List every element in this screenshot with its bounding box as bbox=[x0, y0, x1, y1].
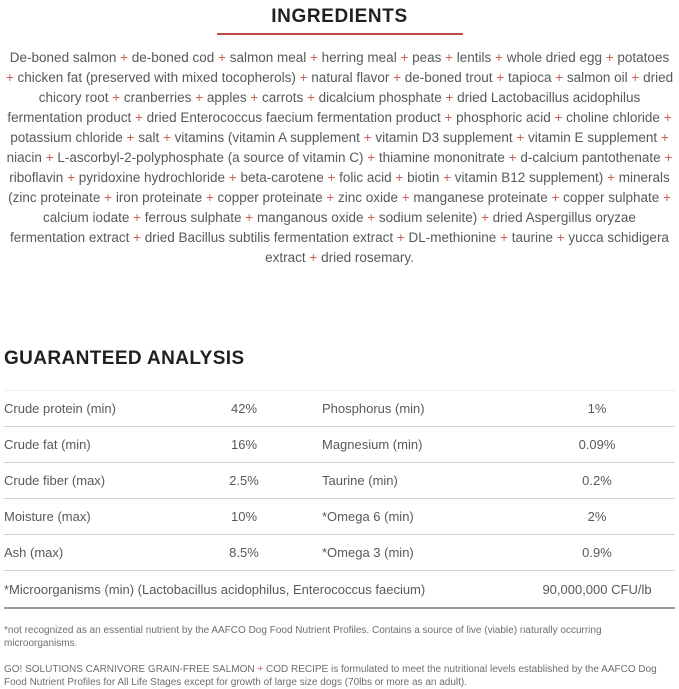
plus-separator: + bbox=[395, 170, 404, 185]
nutrient-value-left: 2.5% bbox=[229, 473, 259, 488]
analysis-row bbox=[4, 391, 675, 427]
nutrient-value-left: 42% bbox=[230, 401, 258, 416]
plus-separator: + bbox=[496, 70, 505, 85]
nutrient-label-left: Crude protein (min) bbox=[4, 401, 116, 416]
ingredients-heading: INGREDIENTS bbox=[271, 6, 408, 27]
plus-separator: + bbox=[363, 130, 372, 145]
plus-separator: + bbox=[396, 230, 405, 245]
nutrient-value-left: 8.5% bbox=[229, 545, 259, 560]
plus-separator: + bbox=[516, 130, 525, 145]
nutrient-label-left: Ash (max) bbox=[4, 545, 64, 560]
heading-underline bbox=[217, 33, 463, 35]
plus-separator: + bbox=[367, 150, 376, 165]
nutrient-value-right: 0.9% bbox=[582, 545, 612, 560]
nutrient-value-left: 16% bbox=[230, 437, 258, 452]
plus-separator: + bbox=[162, 130, 171, 145]
ingredients-text: De-boned salmon + de-boned cod + salmon meal + herring meal + peas + lentils + whole dried egg + potatoes + chicken fat (preserved with mixed tocopherols) + natural flavor + de-boned trout + tapioca + salmon oil + dried chicory root + cranberries + apples + carrots + dicalcium phosphate + dried Lactobacillus acidophilus fermentation product + dried Enterococcus faecium fermentation product + phosphoric acid + choline chloride + potassium chloride + salt + vitamins (vitamin A supplement + vitamin D3 supplement + vitamin E supplement + niacin + L-ascorbyl-2-polyphosphate (a source of vitamin C) + thiamine mononitrate + d-calcium pantothenate + riboflavin + pyridoxine hydrochloride + beta-carotene + folic acid + biotin + vitamin B12 supplement) + minerals (zinc proteinate + iron proteinate + copper proteinate + zinc oxide + manganese proteinate + copper sulphate + calcium iodate + ferrous sulphate + manganous oxide + sodium selenite) + dried Aspergillus oryzae fermentation extract + dried Bacillus subtilis fermentation extract + DL-methionine + taurine + yucca schidigera extract + dried rosemary. bbox=[5, 50, 674, 265]
plus-separator: + bbox=[551, 190, 560, 205]
plus-separator: + bbox=[326, 190, 335, 205]
plus-separator: + bbox=[443, 170, 451, 185]
plus-separator: + bbox=[500, 230, 508, 245]
plus-separator: + bbox=[299, 70, 308, 85]
plus-separator: + bbox=[664, 150, 673, 165]
nutrient-value-right: 0.09% bbox=[578, 437, 616, 452]
plus-separator: + bbox=[104, 190, 113, 205]
plus-separator: + bbox=[5, 70, 14, 85]
plus-separator: + bbox=[195, 90, 204, 105]
microorganisms-value: 90,000,000 CFU/lb bbox=[542, 581, 652, 597]
nutrient-label-left: Moisture (max) bbox=[4, 509, 91, 524]
plus-separator: + bbox=[228, 170, 237, 185]
plus-separator: + bbox=[605, 50, 614, 65]
guaranteed-analysis-table bbox=[4, 390, 675, 609]
plus-separator: + bbox=[245, 210, 254, 225]
nutrient-label-right: Phosphorus (min) bbox=[322, 401, 425, 416]
plus-separator: + bbox=[112, 90, 121, 105]
analysis-row bbox=[4, 463, 675, 499]
plus-separator: + bbox=[663, 110, 672, 125]
plus-separator: + bbox=[480, 210, 489, 225]
nutrient-value-left: 10% bbox=[230, 509, 258, 524]
plus-separator: + bbox=[309, 250, 318, 265]
nutrient-label-right: Taurine (min) bbox=[322, 473, 398, 488]
plus-separator: + bbox=[133, 230, 141, 245]
plus-separator: + bbox=[400, 50, 409, 65]
nutrient-label-right: *Omega 3 (min) bbox=[322, 545, 414, 560]
nutrient-value-right: 2% bbox=[587, 509, 607, 524]
plus-separator: + bbox=[401, 190, 410, 205]
analysis-row bbox=[4, 499, 675, 535]
plus-separator: + bbox=[393, 70, 401, 85]
plus-separator: + bbox=[444, 110, 453, 125]
plus-separator: + bbox=[45, 150, 54, 165]
plus-separator: + bbox=[310, 50, 318, 65]
plus-separator: + bbox=[257, 664, 264, 675]
microorganisms-label: *Microorganisms (min) (Lactobacillus acidophilus, Enterococcus faecium) bbox=[4, 581, 426, 597]
plus-separator: + bbox=[445, 90, 454, 105]
plus-separator: + bbox=[607, 170, 615, 185]
plus-separator: + bbox=[555, 70, 564, 85]
plus-separator: + bbox=[205, 190, 214, 205]
nutrient-label-left: Crude fiber (max) bbox=[4, 473, 106, 488]
plus-separator: + bbox=[327, 170, 336, 185]
nutrient-value-right: 0.2% bbox=[582, 473, 612, 488]
plus-separator: + bbox=[660, 130, 669, 145]
plus-separator: + bbox=[133, 210, 141, 225]
analysis-row bbox=[4, 535, 675, 571]
analysis-row bbox=[4, 427, 675, 463]
plus-separator: + bbox=[367, 210, 376, 225]
guaranteed-analysis-heading: GUARANTEED ANALYSIS bbox=[4, 348, 245, 369]
footnote-microorganisms: *not recognized as an essential nutrient by the AAFCO Dog Food Nutrient Profiles. Contains a source of live (viable) naturally occurring microorganisms. bbox=[4, 625, 602, 649]
plus-separator: + bbox=[134, 110, 143, 125]
nutrient-label-left: Crude fat (min) bbox=[4, 437, 91, 452]
plus-separator: + bbox=[631, 70, 640, 85]
plus-separator: + bbox=[126, 130, 135, 145]
plus-separator: + bbox=[556, 230, 565, 245]
nutrient-label-right: Magnesium (min) bbox=[322, 437, 423, 452]
nutrient-value-right: 1% bbox=[587, 401, 607, 416]
plus-separator: + bbox=[445, 50, 454, 65]
plus-separator: + bbox=[307, 90, 315, 105]
plus-separator: + bbox=[250, 90, 259, 105]
plus-separator: + bbox=[218, 50, 226, 65]
plus-separator: + bbox=[663, 190, 671, 205]
ingredients-header bbox=[4, 0, 675, 35]
footnote-aafco-statement: GO! SOLUTIONS CARNIVORE GRAIN-FREE SALMON + COD RECIPE is formulated to meet the nutritional levels established by the AAFCO Dog Food Nutrient Profiles for All Life Stages except for growth of large size dogs (70lbs or more as an adult). bbox=[4, 664, 657, 688]
plus-separator: + bbox=[554, 110, 563, 125]
plus-separator: + bbox=[495, 50, 503, 65]
plus-separator: + bbox=[67, 170, 75, 185]
plus-separator: + bbox=[508, 150, 517, 165]
nutrient-label-right: *Omega 6 (min) bbox=[322, 509, 414, 524]
analysis-footer-row bbox=[4, 571, 675, 609]
plus-separator: + bbox=[120, 50, 128, 65]
